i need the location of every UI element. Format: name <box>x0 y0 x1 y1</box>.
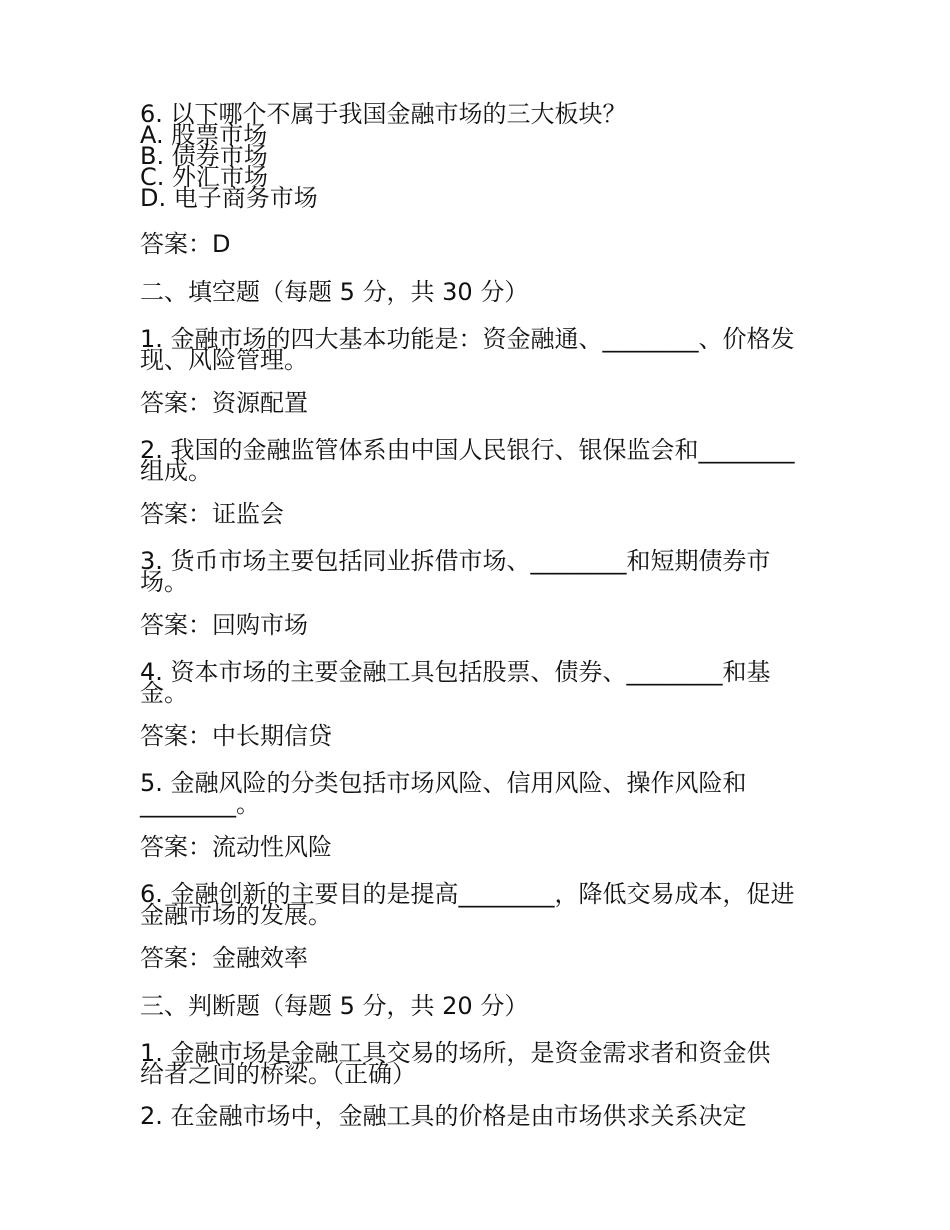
question-line: 1. 金融市场的四大基本功能是：资金融通、________、价格发 <box>140 325 795 353</box>
judge-question-1 <box>140 1039 805 1088</box>
question-line: 组成。 <box>140 457 212 485</box>
question-line: 3. 货币市场主要包括同业拆借市场、________和短期债券市 <box>140 547 771 575</box>
question-line: 2. 我国的金融监管体系由中国人民银行、银保监会和________ <box>140 436 795 464</box>
question-line: 现、风险管理。 <box>140 346 308 374</box>
question-line: 4. 资本市场的主要金融工具包括股票、债券、________和基 <box>140 658 771 686</box>
question-line: 金融市场的发展。 <box>140 901 332 929</box>
fill-answer-5: 答案：流动性风险 <box>140 833 332 861</box>
fill-question-6 <box>140 880 805 929</box>
fill-question-3 <box>140 547 805 596</box>
judge-question-2 <box>140 1102 805 1130</box>
fill-question-2 <box>140 436 805 485</box>
fill-question-1 <box>140 325 805 374</box>
section2-heading: 二、填空题（每题 5 分，共 30 分） <box>140 278 529 306</box>
question-line: 6. 金融创新的主要目的是提高________，降低交易成本，促进 <box>140 880 795 908</box>
question-line: 给者之间的桥梁。（正确） <box>140 1060 416 1088</box>
mcq-question: 6. 以下哪个不属于我国金融市场的三大板块？ <box>140 100 627 128</box>
mcq-option-a: A. 股票市场 <box>140 121 268 149</box>
question-line: 5. 金融风险的分类包括市场风险、信用风险、操作风险和 <box>140 769 747 797</box>
fill-question-5 <box>140 769 805 818</box>
fill-question-4 <box>140 658 805 707</box>
fill-answer-1: 答案：资源配置 <box>140 389 308 417</box>
question-line: 1. 金融市场是金融工具交易的场所，是资金需求者和资金供 <box>140 1039 771 1067</box>
question-line: ________。 <box>140 790 260 818</box>
document-page <box>140 100 805 1130</box>
fill-answer-4: 答案：中长期信贷 <box>140 722 332 750</box>
question-line: 2. 在金融市场中，金融工具的价格是由市场供求关系决定 <box>140 1102 747 1130</box>
fill-answer-3: 答案：回购市场 <box>140 611 308 639</box>
mcq-option-b: B. 债券市场 <box>140 142 268 170</box>
mcq-option-d: D. 电子商务市场 <box>140 184 318 212</box>
fill-answer-2: 答案：证监会 <box>140 500 284 528</box>
mcq-answer: 答案：D <box>140 230 231 258</box>
question-line: 金。 <box>140 679 188 707</box>
fill-answer-6: 答案：金融效率 <box>140 944 308 972</box>
question-line: 场。 <box>140 568 188 596</box>
mcq-question-block <box>140 100 805 212</box>
section3-heading: 三、判断题（每题 5 分，共 20 分） <box>140 992 529 1020</box>
mcq-option-c: C. 外汇市场 <box>140 163 269 191</box>
